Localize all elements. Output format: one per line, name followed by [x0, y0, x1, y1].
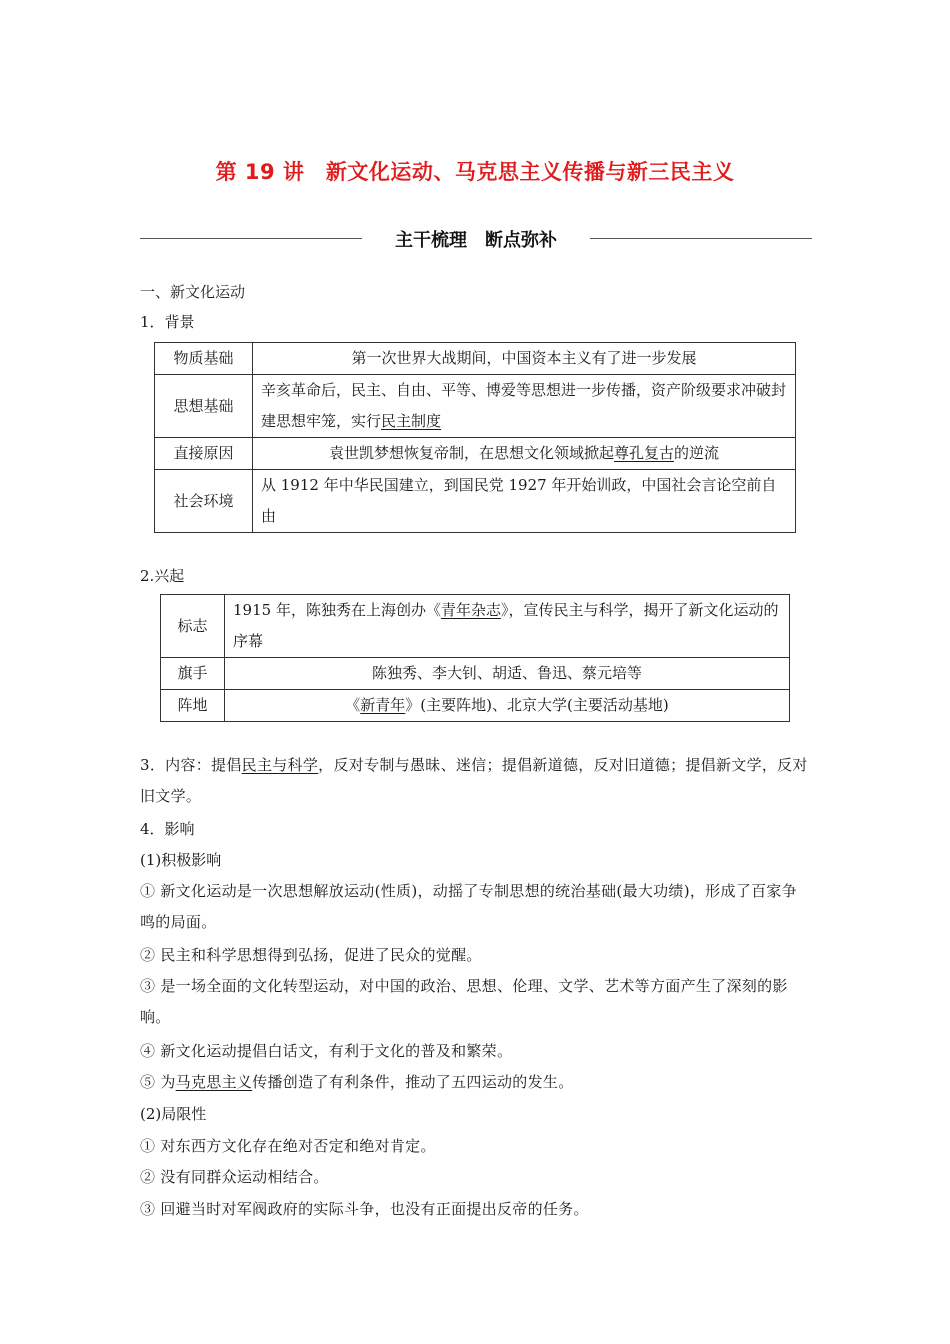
row-label: 思想基础 [155, 375, 253, 438]
banner-text: 主干梳理 断点弥补 [395, 230, 557, 251]
row-text-part: 袁世凯梦想恢复帝制，在思想文化领域掀起 [328, 444, 614, 462]
underlined-term: 新青年 [360, 696, 406, 714]
positive-heading: (1)积极影响 [140, 851, 222, 869]
list-item: ③ 回避当时对军阀政府的实际斗争，也没有正面提出反帝的任务。 [140, 1200, 589, 1218]
list-item: ③ 是一场全面的文化转型运动，对中国的政治、思想、伦理、文学、艺术等方面产生了深刻的影响。 [140, 977, 788, 1026]
rise-table [160, 594, 790, 722]
banner-rule-right [590, 238, 812, 239]
row-label: 社会环境 [155, 470, 253, 533]
row-text-part: 》，宣传民主与科学，揭开了新文化运动的序幕 [233, 601, 779, 650]
underlined-term: 尊孔复古 [613, 444, 674, 462]
list-item: ① 新文化运动是一次思想解放运动(性质)，动摇了专制思想的统治基础(最大功绩)，形成了百家争鸣的局面。 [140, 882, 797, 931]
page-title: 第 19 讲 新文化运动、马克思主义传播与新三民主义 [215, 160, 735, 184]
underlined-term: 民主制度 [381, 412, 442, 430]
background-heading: 1．背景 [140, 313, 195, 331]
section-heading: 一、新文化运动 [140, 283, 246, 301]
list-item: ① 对东西方文化存在绝对否定和绝对肯定。 [140, 1137, 436, 1155]
section-banner [140, 224, 812, 254]
row-text-part: 辛亥革命后，民主、自由、平等、博爱等思想进一步传播，资产阶级要求冲破封建思想牢笼，实行 [261, 381, 787, 430]
row-text: 陈独秀、李大钊、胡适、鲁迅、蔡元培等 [225, 658, 790, 690]
row-text [253, 375, 796, 438]
row-text: 从 1912 年中华民国建立，到国民党 1927 年开始训政，中国社会言论空前自由 [253, 470, 796, 533]
list-item: ② 没有同群众运动相结合。 [140, 1168, 329, 1186]
list-item-text: 传播创造了有利条件，推动了五四运动的发生。 [252, 1073, 574, 1091]
underlined-term: 青年杂志 [440, 601, 501, 619]
list-item-text: ⑤ 为 [140, 1073, 176, 1091]
row-text [225, 595, 790, 658]
row-text-part: 的逆流 [674, 444, 720, 462]
row-text [225, 690, 790, 722]
row-text-part: 《 [345, 696, 361, 714]
content-paragraph [140, 750, 812, 812]
row-text-part: 1915 年，陈独秀在上海创办《 [233, 601, 441, 619]
table-row [155, 470, 796, 533]
underlined-term: 马克思主义 [175, 1073, 253, 1091]
row-text-part: 》(主要阵地)、北京大学(主要活动基地) [405, 696, 669, 714]
row-label: 直接原因 [155, 438, 253, 470]
list-item: ④ 新文化运动提倡白话文，有利于文化的普及和繁荣。 [140, 1042, 513, 1060]
table-row [155, 375, 796, 438]
list-item: ② 民主和科学思想得到弘扬，促进了民众的觉醒。 [140, 946, 482, 964]
background-table [154, 342, 796, 533]
row-label: 阵地 [161, 690, 225, 722]
row-label: 旗手 [161, 658, 225, 690]
table-row [161, 595, 790, 658]
list-item [140, 1067, 812, 1098]
table-row [155, 343, 796, 375]
limit-heading: (2)局限性 [140, 1105, 207, 1123]
content-text: 3．内容：提倡 [140, 756, 242, 774]
row-text [253, 438, 796, 470]
row-label: 标志 [161, 595, 225, 658]
table-row [155, 438, 796, 470]
row-label: 物质基础 [155, 343, 253, 375]
row-text: 第一次世界大战期间，中国资本主义有了进一步发展 [253, 343, 796, 375]
underlined-term: 民主与科学 [241, 756, 319, 774]
table-row [161, 658, 790, 690]
rise-heading: 2.兴起 [140, 567, 185, 585]
table-row [161, 690, 790, 722]
content-text: ，反对专制与愚昧、迷信；提倡新道德，反对旧道德；提倡新文学，反对旧文学。 [140, 756, 808, 805]
influence-heading: 4．影响 [140, 820, 195, 838]
